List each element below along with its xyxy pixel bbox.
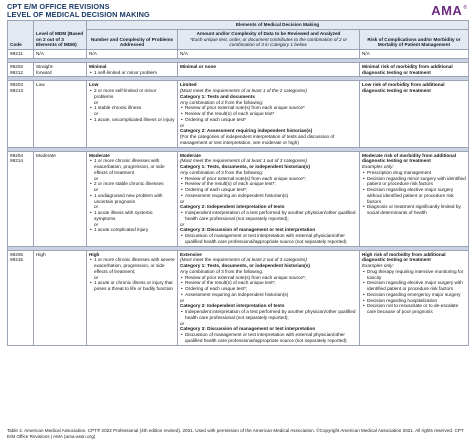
examples-label: Examples only: xyxy=(362,164,394,169)
code: 99211 xyxy=(10,51,23,56)
data-heading: Moderate xyxy=(180,152,201,158)
list-item: • Ordering of each unique test*; xyxy=(180,286,357,292)
or-text: or xyxy=(180,297,185,303)
list-item: • Review of the result(s) of each unique test*; xyxy=(180,181,357,187)
list-item: • Review of the result(s) of each unique test*; xyxy=(180,280,357,286)
list-item: • Assessment requiring an independent historian(s) xyxy=(180,292,357,298)
or-text: or xyxy=(94,99,99,105)
category-1-heading: Category 1: Tests, documents, or independent historian(s) xyxy=(180,263,310,268)
list-item: • 1 or more chronic illnesses with severe exacerbation, progression, or side effects of treatment; xyxy=(89,257,175,274)
or-text: or xyxy=(180,221,185,227)
risk-heading: High risk of morbidity from additional diagnostic testing or treatment xyxy=(362,251,446,263)
data-cell: N/A xyxy=(178,50,360,59)
or-text: or xyxy=(94,187,99,192)
title-line-2: LEVEL OF MEDICAL DECISION MAKING xyxy=(7,10,150,20)
category-1-heading: Category 1: Tests and documents xyxy=(180,93,255,99)
combination-text: Any combination of 3 from the following: xyxy=(180,268,264,274)
list-item: • Review of prior external note(s) from each unique source*; xyxy=(180,176,357,182)
data-heading: Limited xyxy=(180,82,197,88)
category-3-heading: Category 3: Discussion of management or test interpretation xyxy=(180,227,316,233)
combination-text: Any combination of 3 from the following: xyxy=(180,169,264,175)
level-text: Straight- xyxy=(36,63,54,69)
category-2-heading: Category 2: Assessment requiring independent historian(s) xyxy=(180,128,313,134)
title-line-1: CPT E/M OFFICE REVISIONS xyxy=(7,2,110,11)
category-2-heading: Category 2: Independent interpretation of tests xyxy=(180,204,285,210)
risk-heading: Low risk of morbidity from additional diagnostic testing or treatment xyxy=(362,82,445,93)
list-item: • Discussion of management or test interpretation with external physician/other qualified health care professional/appropriate source (not separately reported) xyxy=(180,332,357,344)
data-heading: Minimal or none xyxy=(180,63,216,69)
problems-heading: Minimal xyxy=(89,63,107,69)
or-text: or xyxy=(94,274,99,280)
data-heading: Extensive xyxy=(180,251,202,257)
level-cell: Low xyxy=(34,81,87,147)
header-level: Level of MDM (Based on 2 out of 3 Elements of MDM) xyxy=(34,21,87,50)
problems-cell xyxy=(87,62,178,77)
list-item: • Ordering of each unique test* xyxy=(180,117,357,123)
header-data-label: Amount and/or Complexity of Data to be Reviewed and Analyzed xyxy=(196,30,341,36)
code: 99213 xyxy=(10,88,24,93)
code: 99215 xyxy=(10,257,24,263)
list-item: • Diagnosis or treatment significantly limited by social determinants of health xyxy=(362,204,466,216)
list-item: • Ordering of each unique test*; xyxy=(180,187,357,193)
header-risk: Risk of Complications and/or Morbidity or Mortality of Patient Management xyxy=(360,29,469,49)
header-data-note: *Each unique test, order, or document contributes to the combination of 2 or combination of 3 in Category 1 below. xyxy=(189,36,348,48)
list-item: • 1 acute, uncomplicated illness or injury xyxy=(89,117,175,123)
risk-heading: Minimal risk of morbidity from additional diagnostic testing or treatment xyxy=(362,63,453,75)
list-item: • Discussion of management or test interpretation with external physician/other qualified health care professional/appropriate source (not separately reported) xyxy=(180,233,357,245)
data-cell xyxy=(178,62,360,77)
list-item: • Drug therapy requiring intensive monitoring for toxicity xyxy=(362,269,466,281)
code: 99204 xyxy=(10,152,24,158)
examples-label: Examples only: xyxy=(362,263,394,268)
risk-heading: Moderate risk of morbidity from additional diagnostic testing or treatment xyxy=(362,152,457,164)
registered-mark: ® xyxy=(463,5,467,11)
problems-heading: Low xyxy=(89,82,99,88)
list-item: • 1 acute or chronic illness or injury that poses a threat to life or bodily function xyxy=(89,280,175,292)
requirement-note: (Must meet the requirements of at least 1 out of 3 categories) xyxy=(180,158,307,164)
table-row-99212 xyxy=(8,62,469,77)
or-text: or xyxy=(94,175,99,181)
list-item: • 1 stable chronic illness xyxy=(89,105,175,111)
or-text: or xyxy=(94,204,99,210)
code: 99212 xyxy=(10,69,24,75)
table-row-99211 xyxy=(8,50,469,59)
or-text: or xyxy=(180,198,185,204)
data-cell xyxy=(178,151,360,246)
group-header-row xyxy=(8,21,469,30)
list-item: • 1 acute complicated injury xyxy=(89,227,175,233)
problems-heading: High xyxy=(89,251,100,257)
mdm-table xyxy=(7,20,469,346)
document-title xyxy=(7,3,150,20)
or-text: or xyxy=(94,221,99,227)
code-cell xyxy=(8,250,34,345)
data-cell xyxy=(178,250,360,345)
risk-cell xyxy=(360,151,469,246)
list-item: • Review of prior external note(s) from each unique source* xyxy=(180,105,357,111)
problems-cell xyxy=(87,250,178,345)
level-text: forward xyxy=(36,69,52,75)
list-item: • 2 or more stable chronic illnesses xyxy=(89,181,175,187)
level-cell: Moderate xyxy=(34,151,87,246)
header-problems: Number and Complexity of Problems Addressed xyxy=(87,29,178,49)
list-item: • Decision regarding minor surgery with identified patient or procedure risk factors xyxy=(362,176,466,188)
category-note: (For the categories of independent interpretation of tests and discussion of management or test interpretation, see moderate or high) xyxy=(180,134,335,145)
category-1-heading: Category 1: Tests, documents, or independent historian(s) xyxy=(180,164,310,169)
risk-cell xyxy=(360,81,469,147)
list-item: • Independent interpretation of a test performed by another physician/other qualified health care professional (not separately reported); xyxy=(180,309,357,321)
code: 99203 xyxy=(10,82,24,88)
requirement-note: (Must meet the requirements of at least 1 of the 2 categories) xyxy=(180,88,307,93)
code-cell xyxy=(8,50,34,59)
list-item: • Decision not to resuscitate or to de-escalate care because of poor prognosis xyxy=(362,303,466,315)
list-item: • 2 or more self-limited or minor problems xyxy=(89,88,175,100)
level-cell: N/A xyxy=(34,50,87,59)
list-item: • Decision regarding elective major surgery with identified patient or procedure risk factors xyxy=(362,280,466,292)
category-2-heading: Category 2: Independent interpretation of tests xyxy=(180,303,285,309)
source-footnote: Table 2. American Medical Association. CPT® 2022 Professional (4th edition revised). 2001. Used with permission of the American Medical Association. ©Copyright American Medical Association 2021. All rights reserved. CPT E/M Office Revisions | AMA (ama-assn.org) xyxy=(7,428,464,439)
requirement-note: (Must meet the requirements of at least 2 out of 3 categories) xyxy=(180,257,307,263)
ama-logo-text: AMA xyxy=(431,3,463,18)
code: 99202 xyxy=(10,63,24,69)
problems-cell xyxy=(87,151,178,246)
list-item: • Assessment requiring an independent historian(s) xyxy=(180,193,357,199)
header-elements-of-mdm: Elements of Medical Decision Making xyxy=(87,21,469,30)
list-item: • Review of prior external note(s) from each unique source*; xyxy=(180,275,357,281)
list-item: • Decision regarding emergency major surgery xyxy=(362,292,466,298)
list-item: • 1 self-limited or minor problem xyxy=(89,70,175,76)
ama-logo xyxy=(431,4,467,18)
risk-cell xyxy=(360,250,469,345)
code-cell xyxy=(8,81,34,147)
code-cell xyxy=(8,151,34,246)
level-cell: High xyxy=(34,250,87,345)
category-3-heading: Category 3: Discussion of management or test interpretation xyxy=(180,326,316,332)
or-text: or xyxy=(94,111,99,116)
list-item: • 1 or more chronic illnesses with exacerbation, progression, or side effects of treatment xyxy=(89,158,175,175)
code: 99205 xyxy=(10,251,24,257)
level-cell xyxy=(34,62,87,77)
data-cell xyxy=(178,81,360,147)
list-item: • Prescription drug management xyxy=(362,170,466,176)
problems-heading: Moderate xyxy=(89,152,110,158)
code-cell xyxy=(8,62,34,77)
code: 99214 xyxy=(10,158,24,164)
list-item: • 1 acute illness with systemic symptoms xyxy=(89,210,175,222)
table-row-99214 xyxy=(8,151,469,246)
problems-cell: N/A xyxy=(87,50,178,59)
list-item: • 1 undiagnosed new problem with uncertain prognosis xyxy=(89,193,175,205)
list-item: • Decision regarding elective major surgery without identified patient or procedure risk factors xyxy=(362,187,466,204)
header-code: Code xyxy=(8,21,34,50)
combination-text: Any combination of 2 from the following: xyxy=(180,99,264,105)
risk-cell: N/A xyxy=(360,50,469,59)
or-text: or xyxy=(180,320,185,326)
list-item: • Decision regarding hospitalization xyxy=(362,298,466,304)
table-row-99213 xyxy=(8,81,469,147)
header-data xyxy=(178,29,360,49)
table-row-99215 xyxy=(8,250,469,345)
list-item: • Independent interpretation of a test performed by another physician/other qualified health care professional (not separately reported); xyxy=(180,210,357,222)
list-item: • Review of the result(s) of each unique test* xyxy=(180,111,357,117)
risk-cell xyxy=(360,62,469,77)
or-text: or xyxy=(180,122,185,128)
problems-cell xyxy=(87,81,178,147)
